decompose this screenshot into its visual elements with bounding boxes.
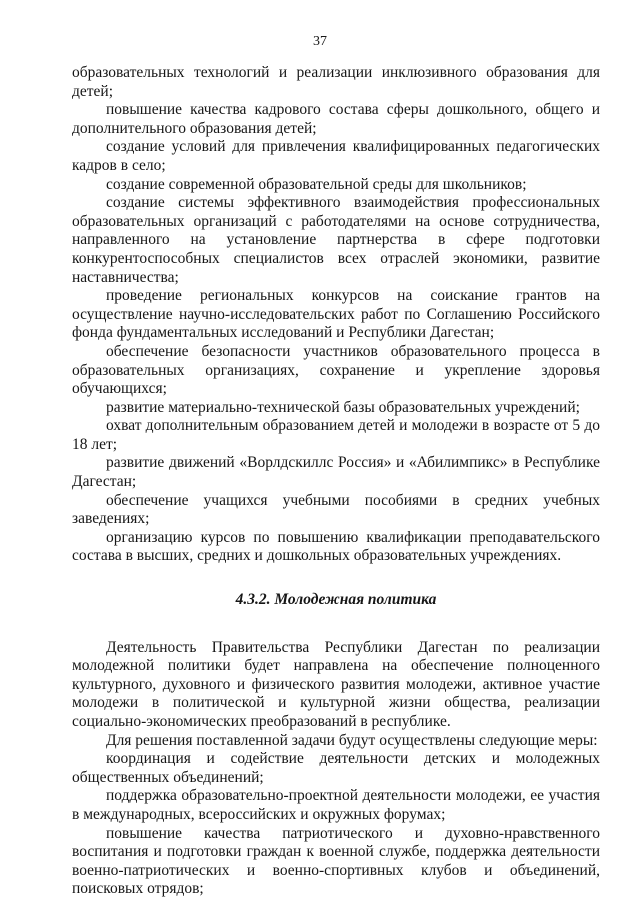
page-number: 37 <box>313 34 327 49</box>
paragraph: повышение качества патриотического и духовно-нравственного воспитания и подготовки граждан к военной службе, поддержка деятельности военно-патриотических и военно-спортивных клубов и объединений, поисковых отрядов; <box>72 824 600 898</box>
paragraph: создание современной образовательной среды для школьников; <box>106 175 527 193</box>
paragraph: обеспечение учащихся учебными пособиями в средних учебных заведениях; <box>72 491 600 528</box>
paragraphs-before <box>72 64 600 566</box>
paragraph: поддержка образовательно-проектной деятельности молодежи, ее участия в международных, всероссийских и окружных форумах; <box>72 787 600 823</box>
paragraph: развитие материально-технической базы образовательных учреждений; <box>106 398 580 416</box>
paragraphs-after <box>72 639 600 899</box>
paragraph: создание системы эффективного взаимодействия профессиональных образовательных организаций с работодателями на основе сотрудничества, направленного на установление партнерства в сфере подготовки конкурентоспособных специалистов всех отраслей экономики, развитие наставничества; <box>72 194 600 286</box>
paragraph: охват дополнительным образованием детей и молодежи в возрасте от 5 до 18 лет; <box>72 417 600 453</box>
paragraph: координация и содействие деятельности детских и молодежных общественных объединений; <box>72 750 600 786</box>
paragraph: проведение региональных конкурсов на соискание грантов на осуществление научно-исследовательских работ по Соглашению Российского фонда фундаментальных исследований и Республики Дагестан; <box>72 287 600 342</box>
paragraph: обеспечение безопасности участников образовательного процесса в образовательных организациях, сохранение и укрепление здоровья обучающихся; <box>72 342 600 398</box>
paragraph: Деятельность Правительства Республики Дагестан по реализации молодежной политики будет направлена на обеспечение полноценного культурного, духовного и физического развития молодежи, активное участие молодежи в политической и культурной жизни общества, реализации социально-экономических преобразований в республике. <box>72 638 600 730</box>
paragraph: организацию курсов по повышению квалификации преподавательского состава в высших, средних и дошкольных образовательных учреждениях. <box>72 528 600 565</box>
paragraph: создание условий для привлечения квалифицированных педагогических кадров в село; <box>72 138 600 174</box>
section-heading: 4.3.2. Молодежная политика <box>235 591 437 609</box>
body-text <box>72 64 600 899</box>
paragraph: образовательных технологий и реализации инклюзивного образования для детей; <box>72 64 600 100</box>
paragraph: повышение качества кадрового состава сферы дошкольного, общего и дополнительного образования детей; <box>72 101 600 137</box>
paragraph: развитие движений «Ворлдскиллс Россия» и «Абилимпикс» в Республике Дагестан; <box>72 454 600 491</box>
paragraph: Для решения поставленной задачи будут осуществлены следующие меры: <box>106 731 598 749</box>
